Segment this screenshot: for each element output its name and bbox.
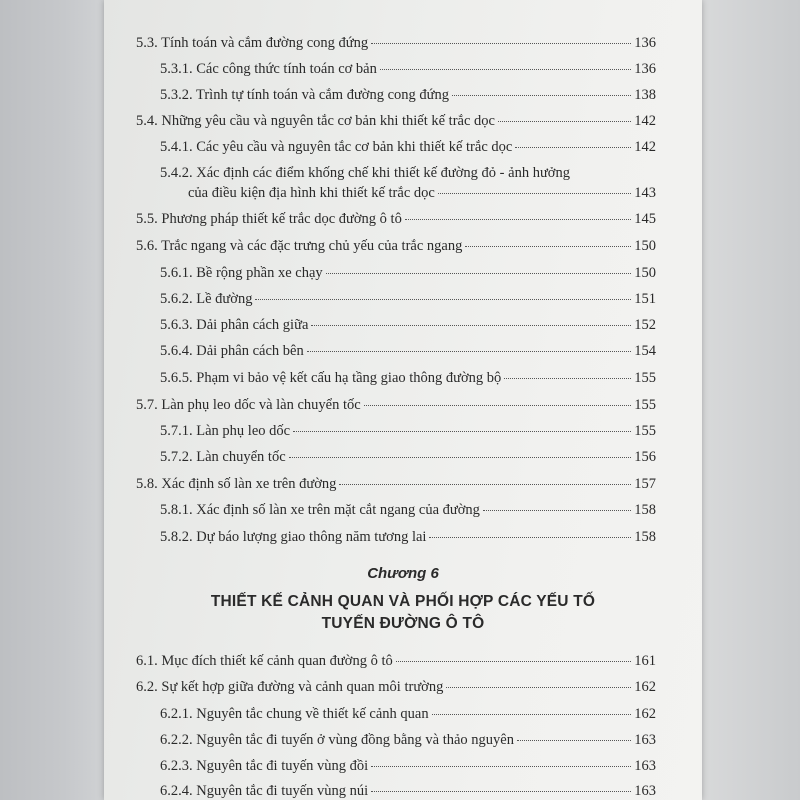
dot-leader [465,246,631,247]
dot-leader [339,484,631,485]
dot-leader [371,766,631,767]
dot-leader [483,510,631,511]
dot-leader [438,193,631,194]
toc-entry-5-6-3 [160,316,656,334]
dot-leader [255,299,631,300]
toc-label: 5.5. Phương pháp thiết kế trắc dọc đường ô tô [136,211,402,227]
toc-page-number: 151 [634,291,656,307]
toc-label: 5.6.2. Lề đường [160,291,253,307]
dot-leader [429,537,631,538]
toc-label: 5.8. Xác định số làn xe trên đường [136,476,337,492]
dot-leader [371,43,631,44]
toc-page-number: 142 [634,139,656,155]
toc-entry-5-8 [136,475,656,493]
toc-entry-6-1 [136,652,656,670]
toc-page-number: 154 [634,343,656,359]
toc-page-number: 163 [634,783,656,799]
chapter-heading-line2: TUYẾN ĐƯỜNG Ô TÔ [321,615,485,632]
book-page [104,0,702,800]
toc-label: 5.4.1. Các yêu cầu và nguyên tắc cơ bản khi thiết kế trắc dọc [160,139,513,155]
toc-label: 5.6.5. Phạm vi bảo vệ kết cấu hạ tầng giao thông đường bộ [160,370,502,386]
toc-page-number: 158 [634,529,656,545]
toc-entry-5-8-1 [160,501,656,519]
toc-entry-6-2-2 [160,731,656,749]
toc-entry-5-4 [136,112,656,130]
dot-leader [364,405,632,406]
toc-label: 5.4. Những yêu cầu và nguyên tắc cơ bản khi thiết kế trắc dọc [136,113,495,129]
toc-label: 5.6.4. Dải phân cách bên [160,343,304,359]
toc-entry-6-2-1 [160,705,656,723]
toc-page-number: 143 [634,185,656,201]
toc-label: 6.2.2. Nguyên tắc đi tuyến ở vùng đồng bằng và thảo nguyên [160,732,514,748]
toc-label: 5.3.1. Các công thức tính toán cơ bản [160,61,377,77]
toc-label: 5.6. Trắc ngang và các đặc trưng chủ yếu của trắc ngang [136,238,463,254]
toc-entry-5-7 [136,396,656,414]
toc-page-number: 150 [634,265,656,281]
toc-page-number: 162 [634,706,656,722]
toc-page-number: 155 [634,423,656,439]
toc-entry-5-4-2-line2 [188,184,656,202]
toc-label: 5.6.1. Bề rộng phần xe chạy [160,265,323,281]
toc-entry-5-3-2 [160,86,656,104]
toc-entry-6-2 [136,678,656,696]
toc-entry-5-5 [136,210,656,228]
toc-label: 6.2.1. Nguyên tắc chung về thiết kế cảnh quan [160,706,429,722]
toc-entry-5-6-4 [160,342,656,360]
toc-page-number: 150 [634,238,656,254]
toc-label: 6.2. Sự kết hợp giữa đường và cảnh quan môi trường [136,679,444,695]
toc-entry-5-6-2 [160,290,656,308]
toc-page-number: 136 [634,35,656,51]
toc-entry-5-7-1 [160,422,656,440]
toc-label: 6.1. Mục đích thiết kế cảnh quan đường ô tô [136,653,393,669]
dot-leader [396,661,632,662]
toc-page-number: 163 [634,758,656,774]
toc-entry-5-8-2 [160,528,656,546]
toc-page-number: 162 [634,679,656,695]
toc-label: 6.2.3. Nguyên tắc đi tuyến vùng đồi [160,758,369,774]
toc-entry-5-6-1 [160,264,656,282]
dot-leader [517,740,631,741]
toc-label: 5.6.3. Dải phân cách giữa [160,317,309,333]
toc-page-number: 142 [634,113,656,129]
toc-label: 5.8.2. Dự báo lượng giao thông năm tương lai [160,529,427,545]
toc-entry-5-3-1 [160,60,656,78]
toc-label: của điều kiện địa hình khi thiết kế trắc dọc [188,185,435,201]
dot-leader [307,351,632,352]
dot-leader [311,325,631,326]
toc-entry-5-3 [136,34,656,52]
toc-label: 5.8.1. Xác định số làn xe trên mặt cắt ngang của đường [160,502,480,518]
toc-label: 5.4.2. Xác định các điểm khống chế khi thiết kế đường đỏ - ảnh hưởng [160,165,570,181]
toc-label: 5.3.2. Trình tự tính toán và cắm đường cong đứng [160,87,450,103]
dot-leader [371,791,631,792]
toc-page-number: 161 [634,653,656,669]
toc-label: 5.7. Làn phụ leo dốc và làn chuyển tốc [136,397,361,413]
toc-page-number: 156 [634,449,656,465]
toc-label: 6.2.4. Nguyên tắc đi tuyến vùng núi [160,783,369,799]
toc-entry-5-7-2 [160,448,656,466]
toc-page-number: 152 [634,317,656,333]
background-left [0,0,106,800]
toc-page-number: 158 [634,502,656,518]
dot-leader [432,714,632,715]
dot-leader [289,457,632,458]
toc-label: 5.7.1. Làn phụ leo dốc [160,423,291,439]
dot-leader [452,95,631,96]
toc-page-number: 163 [634,732,656,748]
toc-page-number: 155 [634,397,656,413]
dot-leader [405,219,631,220]
dot-leader [380,69,631,70]
dot-leader [498,121,631,122]
chapter-label: Chương 6 [367,565,439,582]
toc-page-number: 157 [634,476,656,492]
toc-entry-5-4-2-line1 [160,164,656,182]
dot-leader [293,431,631,432]
toc-entry-6-2-4 [160,782,656,800]
dot-leader [515,147,631,148]
chapter-heading-line1: THIẾT KẾ CẢNH QUAN VÀ PHỐI HỢP CÁC YẾU TỐ [210,593,596,610]
toc-page-number: 138 [634,87,656,103]
toc-page-number: 136 [634,61,656,77]
toc-entry-5-6 [136,237,656,255]
toc-entry-5-6-5 [160,369,656,387]
dot-leader [446,687,631,688]
toc-entry-5-4-1 [160,138,656,156]
dot-leader [504,378,631,379]
toc-entry-6-2-3 [160,757,656,775]
toc-label: 5.7.2. Làn chuyển tốc [160,449,286,465]
dot-leader [326,273,632,274]
background-right [702,0,800,800]
toc-page-number: 145 [634,211,656,227]
toc-label: 5.3. Tính toán và cắm đường cong đứng [136,35,369,51]
toc-page-number: 155 [634,370,656,386]
